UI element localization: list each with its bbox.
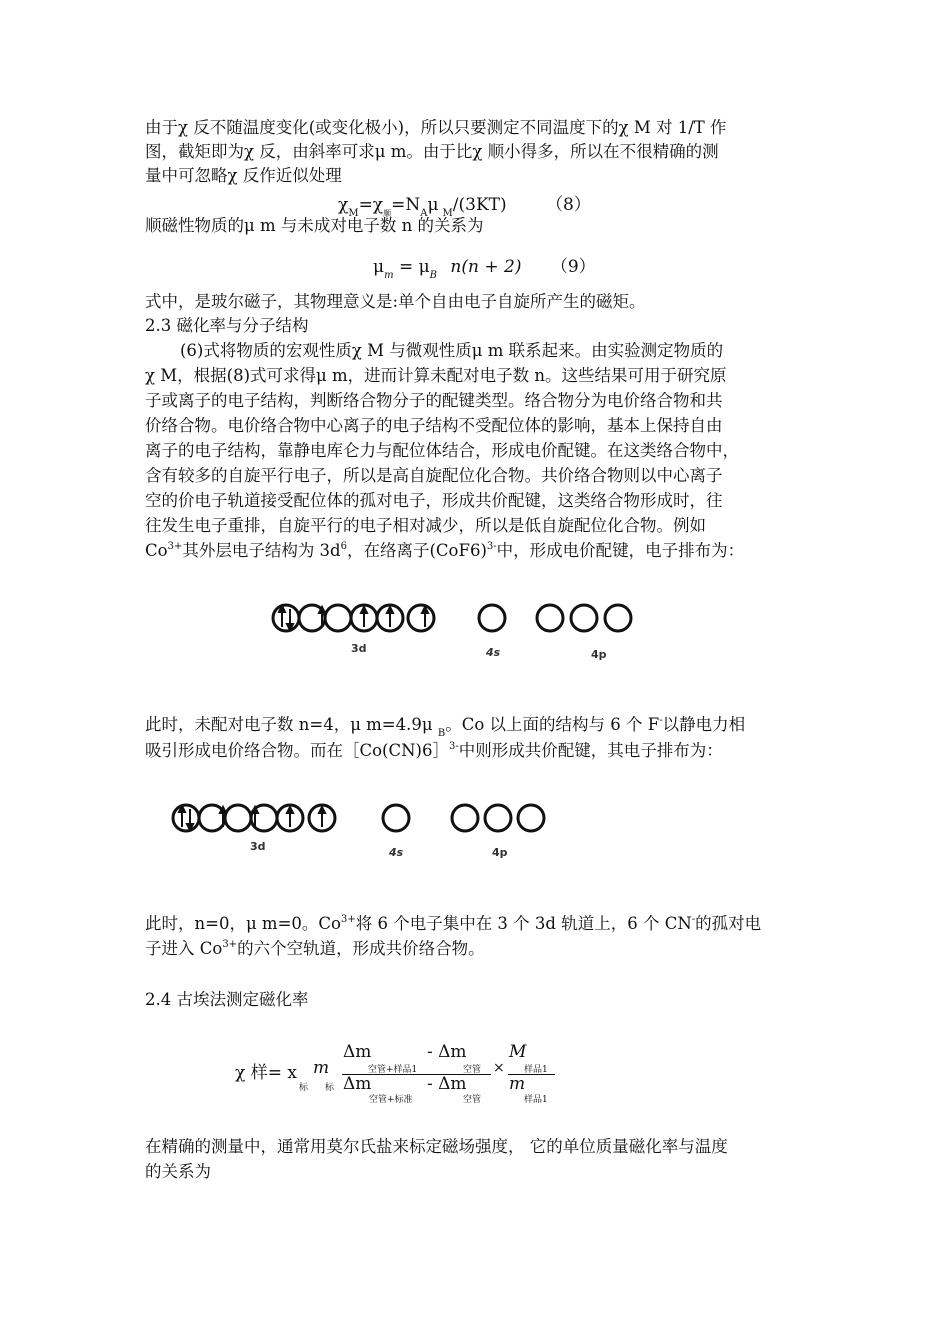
text-line: 由于χ 反不随温度变化(或变化极小)，所以只要测定不同温度下的χ M 对 1/T 作 [145,118,727,137]
text-line: 式中，是玻尔磁子，其物理意义是:单个自由电子自旋所产生的磁矩。 [145,292,646,311]
equation-8: $\chi_M=\chi_顺=N_A\mu$ $_M$/(3KT) （8） [338,195,591,219]
label-4p: 4p [492,846,508,859]
label-4p: 4p [591,648,607,661]
text-line: $Co^{3+}$其外层电子结构为 $3d^6$，在络离子$(CoF6)^{3-}$中，形成电价配键，电子排布为： [145,541,745,560]
section-heading: 2.3 磁化率与分子结构 [145,316,309,335]
text-line: 此时，n=0，μ m=0。$Co^{3+}$将 6 个电子集中在 3 个 3d 轨道上，6 个 CN-的孤对电 [145,914,762,933]
equation-number: （9） [550,257,596,277]
text-line: 的关系为 [145,1162,211,1181]
text-line: χ M，根据(8)式可求得μ m，进而计算未配对电子数 n。这些结果可用于研究原 [145,366,727,385]
label-4s: 4s [389,846,404,859]
text-line: 图，截矩即为χ 反，由斜率可求μ m。由于比χ 顺小得多，所以在不很精确的测 [145,142,719,161]
orbital-diagram-low-spin [168,800,568,870]
equation-number: （8） [546,195,591,215]
text-line: 价络合物。电价络合物中心离子的电子结构不受配位体的影响，基本上保持自由 [145,416,723,435]
section-heading: 2.4 古埃法测定磁化率 [145,990,309,1009]
orbital-diagram-svg [168,800,568,840]
text-line: 子进入 $Co^{3+}$的六个空轨道，形成共价络合物。 [145,939,485,958]
text-line: 量中可忽略χ 反作近似处理 [145,166,342,185]
text-line: 含有较多的自旋平行电子，所以是高自旋配位化合物。共价络合物则以中心离子 [145,466,723,485]
text-line: 离子的电子结构，靠静电库仑力与配位体结合，形成电价配键。在这类络合物中， [145,441,739,460]
label-3d: 3d [351,642,367,655]
orbital-diagram-svg [270,600,670,640]
text-line: 空的价电子轨道接受配位体的孤对电子，形成共价配键，这类络合物形成时，往 [145,491,723,510]
label-4s: 4s [486,646,501,659]
gouy-equation: χ 样= x 标 m 标 Δm 空管+样品1 - Δm 空管 Δm 空管+标准 - Δm 空管 × M 样品1 m 样品1 [235,1040,575,1110]
text-line: 在精确的测量中，通常用莫尔氏盐来标定磁场强度， 它的单位质量磁化率与温度 [145,1137,728,1156]
text-line: 吸引形成电价络合物。而在［Co(CN)6］$^{3-}$中则形成共价配键，其电子排布为： [145,741,723,760]
text-line: 子或离子的电子结构，判断络合物分子的配键类型。络合物分为电价络合物和共 [145,391,723,410]
label-3d: 3d [250,840,266,853]
text-line: (6)式将物质的宏观性质χ M 与微观性质μ m 联系起来。由实验测定物质的 [180,341,724,360]
text-line: 此时，未配对电子数 n=4，μ m=4.9μ $_B$。Co 以上面的结构与 6 个 F-以静电力相 [145,715,746,739]
orbital-diagram-high-spin [270,600,670,670]
text-line: 往发生电子重排，自旋平行的电子相对减少，所以是低自旋配位化合物。例如 [145,516,706,535]
text-line: 顺磁性物质的μ m 与未成对电子数 n 的关系为 [145,216,484,235]
equation-9: $\mu_m = \mu_B$ n(n + 2) （9） [373,257,596,281]
